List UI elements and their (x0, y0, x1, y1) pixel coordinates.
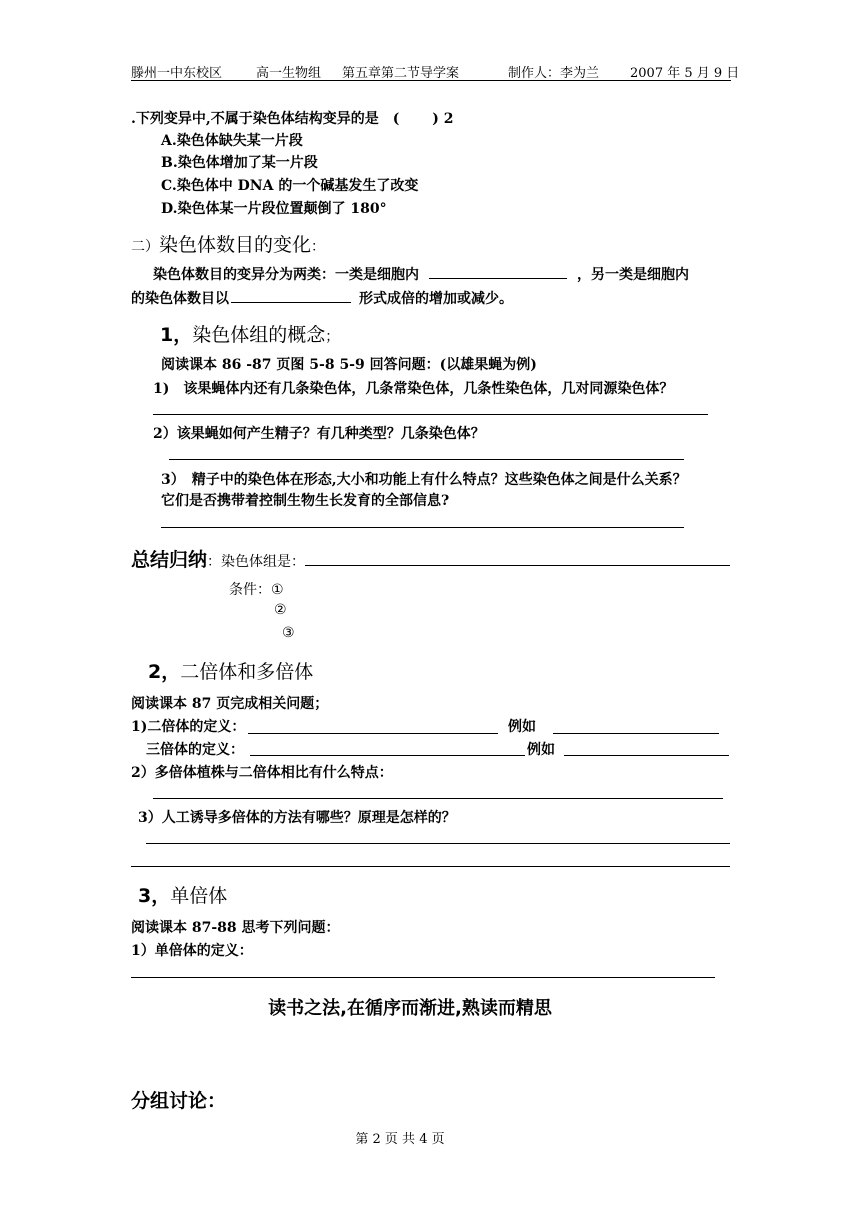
sub2-triploid-def: 三倍体的定义： (146, 742, 244, 758)
sub1-q3a: 3） 精子中的染色体在形态,大小和功能上有什么特点？这些染色体之间是什么关系？ (161, 472, 687, 488)
sub2-heading (148, 657, 313, 684)
sub2-q3: 3）人工诱导多倍体的方法有哪些？原理是怎样的？ (138, 810, 456, 826)
page-footer: 第 2 页 共 4 页 (355, 1132, 445, 1147)
section2-intro-line1 (153, 264, 689, 284)
sub1-num: 1， (160, 324, 193, 346)
intro-c: 的染色体数目以 (131, 291, 229, 307)
sub1-title: 染色体组的概念 (192, 324, 326, 346)
summary-cond3: ③ (282, 625, 295, 641)
sub1-heading (160, 320, 339, 347)
header-rule (131, 80, 731, 81)
answer-line-example1[interactable] (553, 733, 719, 734)
question-stem: .下列变异中,不属于染色体结构变异的是 ( ) 2 (131, 111, 454, 127)
summary-label: 总结归纳 (131, 549, 208, 571)
sub3-q1: 1）单倍体的定义： (131, 943, 253, 959)
sub2-read: 阅读课本 87 页完成相关问题； (131, 696, 329, 712)
sub2-example2: 例如 (527, 742, 555, 758)
section2-prefix: 二） (131, 239, 159, 255)
answer-line-q2[interactable] (169, 459, 684, 460)
blank-within-cell[interactable] (429, 264, 567, 279)
option-a: A.染色体缺失某一片段 (161, 133, 303, 149)
summary-heading (131, 545, 305, 572)
answer-line-example2[interactable] (564, 755, 729, 756)
sub2-num: 2， (148, 661, 181, 683)
answer-line-q3[interactable] (161, 527, 684, 528)
answer-line-triploid[interactable] (250, 755, 525, 756)
intro-b: ，另一类是细胞内 (577, 267, 689, 283)
header-group: 高一生物组 (256, 66, 322, 81)
section2-intro-line2 (131, 288, 513, 308)
sub1-read: 阅读课本 86 -87 页图 5-8 5-9 回答问题：(以雄果蝇为例) (161, 357, 537, 373)
sub2-title: 二倍体和多倍体 (180, 661, 314, 683)
sub2-example1: 例如 (508, 719, 536, 735)
sub3-num: 3， (138, 885, 171, 907)
answer-line-summary[interactable] (305, 565, 730, 566)
summary-cond1: 条件：① (229, 582, 284, 598)
header-date: 2007 年 5 月 9 日 (630, 66, 740, 81)
sub2-q2: 2）多倍体植株与二倍体相比有什么特点： (131, 765, 393, 781)
motto: 读书之法,在循序而渐进,熟读而精思 (268, 998, 552, 1019)
option-d: D.染色体某一片段位置颠倒了 180° (161, 201, 387, 217)
answer-line-polyploid[interactable] (153, 798, 723, 799)
section2-title: 染色体数目的变化 (159, 234, 312, 256)
section2-colon: ： (311, 239, 326, 255)
header-school: 滕州一中东校区 (131, 66, 223, 81)
section2-heading (131, 230, 325, 257)
answer-line-diploid[interactable] (248, 733, 498, 734)
sub1-q3b: 它们是否携带着控制生物生长发育的全部信息? (161, 493, 450, 509)
sub3-heading (138, 881, 227, 908)
answer-line-q1[interactable] (153, 414, 708, 415)
sub2-diploid-def: 1)二倍体的定义： (131, 719, 246, 735)
header-chapter: 第五章第二节导学案 (342, 66, 460, 81)
summary-cond2: ② (274, 602, 287, 618)
sub3-read: 阅读课本 87-88 思考下列问题： (131, 920, 340, 936)
option-c: C.染色体中 DNA 的一个碱基发生了改变 (161, 178, 419, 194)
summary-text: ：染色体组是： (207, 554, 306, 570)
sub1-q2: 2）该果蝇如何产生精子？有几种类型？几条染色体？ (153, 426, 485, 442)
answer-line-haploid[interactable] (131, 977, 715, 978)
discussion-heading: 分组讨论： (131, 1090, 227, 1112)
sub1-q1: 1) 该果蝇体内还有几条染色体，几条常染色体，几条性染色体，几对同源染色体？ (153, 381, 674, 397)
answer-line-induce-1[interactable] (146, 843, 730, 844)
sub1-colon: ； (325, 329, 340, 345)
blank-set-form[interactable] (231, 288, 351, 303)
answer-line-induce-2[interactable] (131, 866, 730, 867)
intro-a: 染色体数目的变异分为两类：一类是细胞内 (153, 267, 419, 283)
option-b: B.染色体增加了某一片段 (161, 155, 318, 171)
header-author: 制作人：李为兰 (508, 66, 600, 81)
sub3-title: 单倍体 (170, 885, 228, 907)
intro-d: 形式成倍的增加或减少。 (359, 291, 513, 307)
